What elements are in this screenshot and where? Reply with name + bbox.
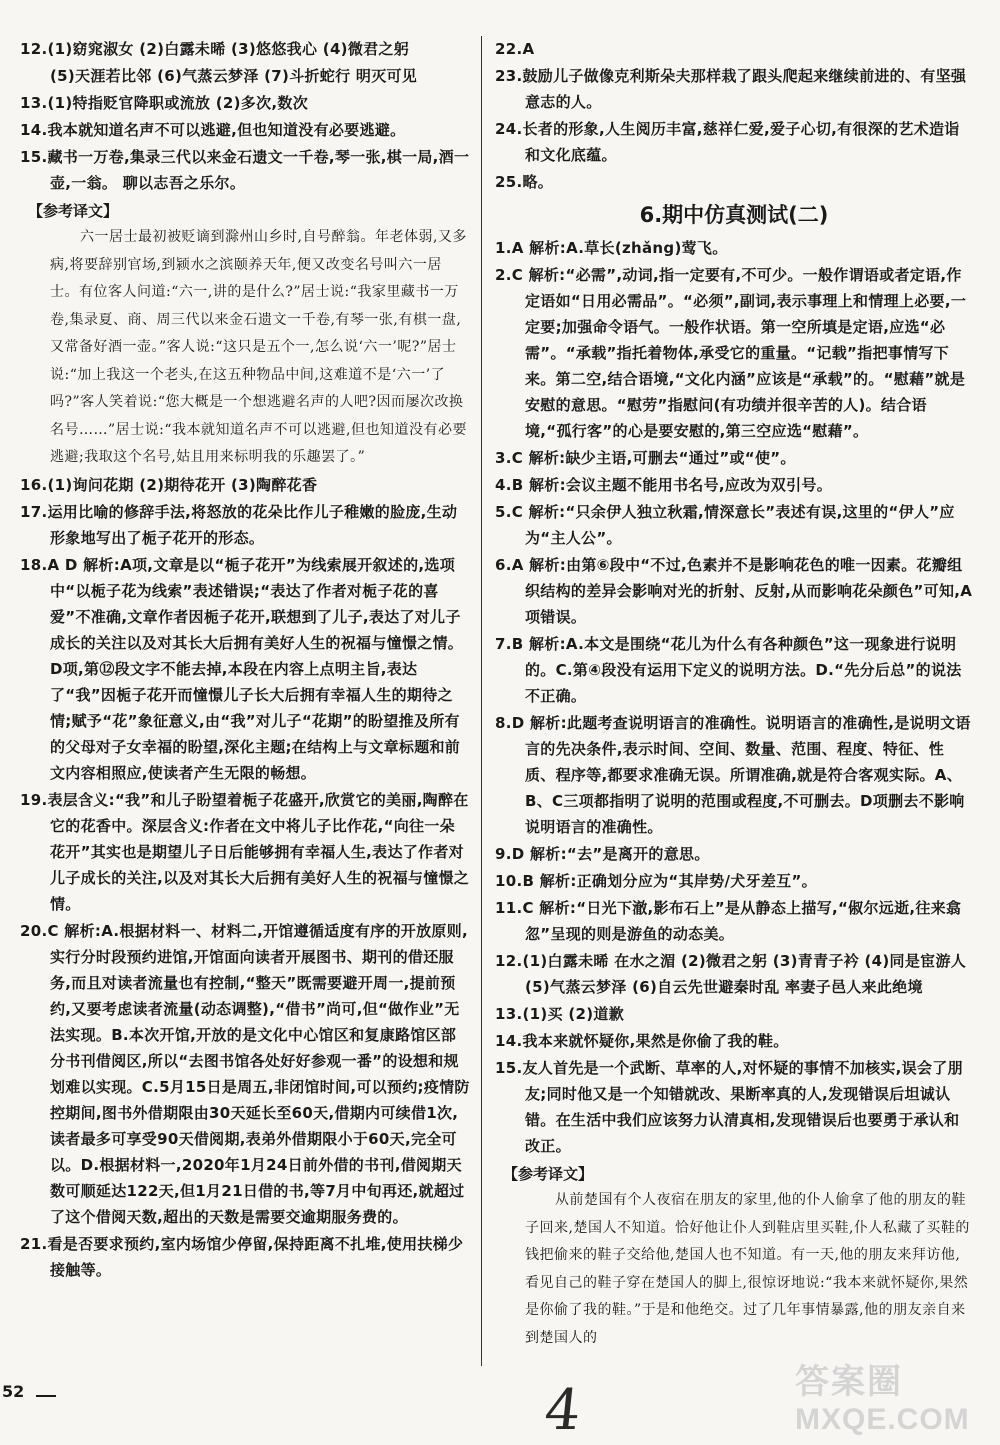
- answer-item: 10.B 解析:正确划分应为“其岸势/犬牙差互”。: [495, 872, 817, 890]
- answer-item: 23.鼓励儿子做像克利斯朵夫那样栽了跟头爬起来继续前进的、有坚强意志的人。: [495, 67, 967, 111]
- answer-item: 19.表层含义:“我”和儿子盼望着栀子花盛开,欣赏它的美丽,陶醉在它的花香中。深层含义:作者在文中将儿子比作花,“向往一朵花开”其实也是期望儿子日后能够拥有幸福人生,表达了作者对儿子成长的关注,以及对其长大后拥有美好人生的祝福与憧憬之情。: [20, 790, 470, 913]
- answer-item: 4.B 解析:会议主题不能用书名号,应改为双引号。: [495, 476, 832, 494]
- watermark-url: MXQE.COM: [795, 1403, 970, 1436]
- column-divider: [481, 36, 482, 1366]
- left-column: [20, 36, 470, 1284]
- answer-item: 16.(1)询问花期 (2)期待花开 (3)陶醉花香: [20, 475, 318, 494]
- answer-item: 22.A: [495, 40, 535, 58]
- answer-item: 12.(1)窈窕淑女 (2)白露未晞 (3)悠悠我心 (4)微君之躬: [20, 40, 410, 58]
- right-column: [495, 36, 973, 1352]
- answer-item: 8.D 解析:此题考查说明语言的准确性。说明语言的准确性,是说明文语言的先决条件,表示时间、空间、数量、范围、程度、特征、性质、程序等,都要求准确无误。所谓准确,就是符合客观实际。A、B、C三项都指明了说明的范围或程度,不可删去。D项删去不影响说明语言的准确性。: [495, 714, 971, 836]
- answer-item: 7.B 解析:A.本文是围绕“花儿为什么有各种颜色”这一现象进行说明的。C.第④段没有运用下定义的说明方法。D.“先分后总”的说法不正确。: [495, 635, 962, 705]
- answer-item: 2.C 解析:“必需”,动词,指一定要有,不可少。一般作谓语或者定语,作定语如“日用必需品”。“必须”,副词,表示事理上和情理上必要,一定要;加强命令语气。一般作状语。第一空所填是定语,应选“必需”。“承载”指托着物体,承受它的重量。“记载”指把事情写下来。第二空,结合语境,“文化内涵”应该是“承载”的。“慰藉”就是安慰的意思。“慰劳”指慰问(有功绩并很辛苦的人)。结合语境,“孤行客”的心是要安慰的,第三空应选“慰藉”。: [495, 266, 967, 440]
- page-number-rule: [36, 1395, 56, 1397]
- answer-item: 14.我本来就怀疑你,果然是你偷了我的鞋。: [495, 1032, 789, 1050]
- answer-item: 1.A 解析:A.草长(zhǎng)莺飞。: [495, 239, 728, 257]
- answer-item: (5)天涯若比邻 (6)气蒸云梦泽 (7)斗折蛇行 明灭可见: [50, 67, 418, 85]
- answer-item: 3.C 解析:缺少主语,可删去“通过”或“使”。: [495, 449, 796, 467]
- answer-item: 13.(1)特指贬官降职或流放 (2)多次,数次: [20, 94, 308, 112]
- section-title: 6.期中仿真测试(二): [639, 203, 829, 227]
- watermark-logo: [795, 1362, 995, 1442]
- reference-translation-heading: 【参考译文】: [28, 202, 119, 220]
- answer-item: 6.A 解析:由第⑥段中“不过,色素并不是影响花色的唯一因素。花瓣组织结构的差异会影响对光的折射、反射,从而影响花朵颜色”可知,A项错误。: [495, 556, 973, 626]
- answer-item: 15.藏书一万卷,集录三代以来金石遗文一千卷,琴一张,棋一局,酒一壶,一翁。 聊以志吾之乐尔。: [20, 148, 470, 192]
- watermark-logo-text: 答案圈: [795, 1363, 903, 1401]
- answer-item: 21.看是否要求预约,室内场馆少停留,保持距离不扎堆,使用扶梯少接触等。: [20, 1234, 464, 1279]
- answer-item: 5.C 解析:“只余伊人独立秋霜,情深意长”表述有误,这里的“伊人”应为“主人公”。: [495, 503, 955, 547]
- answer-item: 17.运用比喻的修辞手法,将怒放的花朵比作儿子稚嫩的脸庞,生动形象地写出了栀子花开的形态。: [20, 502, 458, 547]
- answer-item: 25.略。: [495, 173, 554, 191]
- answer-item: 14.我本就知道名声不可以逃避,但也知道没有必要逃避。: [20, 121, 406, 139]
- answer-item: 11.C 解析:“日光下澈,影布石上”是从静态上描写,“俶尔远逝,往来翕忽”呈现的则是游鱼的动态美。: [495, 899, 962, 943]
- answer-item: 18.A D 解析:A项,文章是以“栀子花开”为线索展开叙述的,选项中“以栀子花为线索”表述错误;“表达了作者对栀子花的喜爱”不准确,文章作者因栀子花开,联想到了儿子,表达了对儿子成长的关注以及对其长大后拥有美好人生的祝福与憧憬之情。D项,第⑫段文字不能去掉,本段在内容上点明主旨,表达了“我”因栀子花开而憧憬儿子长大后拥有幸福人生的期待之情;赋予“花”象征意义,由“我”对儿子“花期”的盼望推及所有的父母对子女幸福的盼望,深化主题;在结构上与文章标题和前文内容相照应,使读者产生无限的畅想。: [20, 555, 464, 782]
- handwritten-mark: 4: [541, 1378, 585, 1443]
- answer-item: 24.长者的形象,人生阅历丰富,慈祥仁爱,爱子心切,有很深的艺术造诣和文化底蕴。: [495, 120, 960, 164]
- reference-translation-text: 从前楚国有个人夜宿在朋友的家里,他的仆人偷拿了他的朋友的鞋子回来,楚国人不知道。恰好他让仆人到鞋店里买鞋,仆人私藏了买鞋的钱把偷来的鞋子交给他,楚国人也不知道。有一天,他的朋友来拜访他,看见自己的鞋子穿在楚国人的脚上,很惊讶地说:“我本来就怀疑你,果然是你偷了我的鞋。”于是和他绝交。过了几年事情暴露,他的朋友亲自来到楚国人的: [525, 1192, 970, 1346]
- answer-item: 20.C 解析:A.根据材料一、材料二,开馆遵循适度有序的开放原则,实行分时段预约进馆,开馆面向读者开展图书、期刊的借还服务,而且对读者流量也有控制,“整天”既需要避开周一,提前预约,又要考虑读者流量(动态调整),“借书”尚可,但“做作业”无法实现。B.本次开馆,开放的是文化中心馆区和复康路馆区部分书刊借阅区,所以“去图书馆各处好好参观一番”的设想和规划难以实现。C.5月15日是周五,非闭馆时间,可以预约;疫情防控期间,图书外借期限由30天延长至60天,借期内可续借1次,读者最多可享受90天借阅期,表弟外借期限小于60天,完全可以。D.根据材料一,2020年1月24日前外借的书刊,借阅期天数可顺延达122天,但1月21日借的书,等7月中旬再还,就超过了这个借阅天数,超出的天数是需要交逾期服务费的。: [20, 921, 470, 1226]
- reference-translation-heading: 【参考译文】: [503, 1165, 594, 1183]
- answer-item: 9.D 解析:“去”是离开的意思。: [495, 845, 710, 863]
- answer-item: 15.友人首先是一个武断、草率的人,对怀疑的事情不加核实,误会了朋友;同时他又是一个知错就改、果断率真的人,发现错误后坦诚认错。在生活中我们应该努力认清真相,发现错误后也要勇于承认和改正。: [495, 1059, 963, 1155]
- page-number: 52: [2, 1382, 25, 1401]
- answer-item: 12.(1)白露未晞 在水之湄 (2)微君之躬 (3)青青子衿 (4)同是宦游人 (5)气蒸云梦泽 (6)自云先世避秦时乱 率妻子邑人来此绝境: [495, 952, 967, 996]
- reference-translation-text: 六一居士最初被贬谪到滁州山乡时,自号醉翁。年老体弱,又多病,将要辞别官场,到颍水之滨颐养天年,便又改变名号叫六一居士。有位客人问道:“六一,讲的是什么?”居士说:“我家里藏书一万卷,集录夏、商、周三代以来金石遗文一千卷,有琴一张,有棋一盘,又常备好酒一壶。”客人说:“这只是五个一,怎么说‘六一’呢?”居士说:“加上我这一个老头,在这五种物品中间,这难道不是‘六一’了吗?”客人笑着说:“您大概是一个想逃避名声的人吧?因而屡次改换名号……”居士说:“我本就知道名声不可以逃避,但也知道没有必要逃避;我取这个名号,姑且用来标明我的乐趣罢了。”: [50, 229, 467, 465]
- answer-item: 13.(1)买 (2)道歉: [495, 1005, 624, 1023]
